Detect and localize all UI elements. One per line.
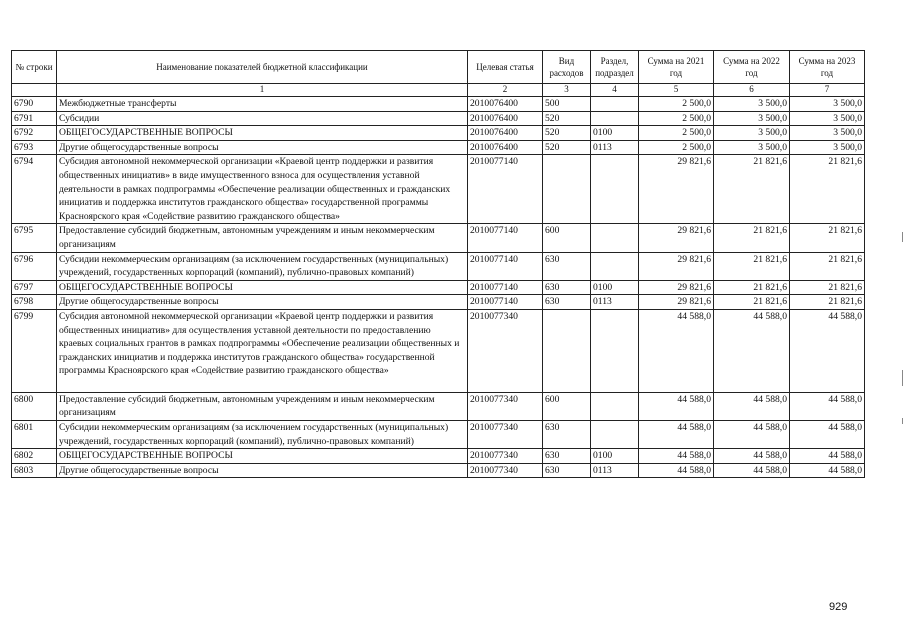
row-sum-2022: 21 821,6 <box>714 295 790 310</box>
row-name: Субсидии <box>57 111 468 126</box>
table-row <box>12 111 865 126</box>
row-number: 6791 <box>12 111 57 126</box>
scan-edge-mark <box>902 370 903 386</box>
row-section: 0100 <box>591 449 639 464</box>
column-number-row <box>12 84 865 97</box>
budget-table <box>11 50 865 478</box>
row-target-article: 2010077140 <box>468 295 543 310</box>
row-expense-type <box>543 155 591 224</box>
row-number: 6792 <box>12 126 57 141</box>
row-sum-2021: 29 821,6 <box>639 155 714 224</box>
row-name: Предоставление субсидий бюджетным, автономным учреждениям и иным некоммерческим организациям <box>57 392 468 420</box>
scan-edge-mark <box>902 232 903 242</box>
row-sum-2021: 44 588,0 <box>639 449 714 464</box>
row-expense-type: 630 <box>543 252 591 280</box>
row-expense-type: 600 <box>543 392 591 420</box>
row-target-article: 2010076400 <box>468 111 543 126</box>
table-row <box>12 155 865 224</box>
row-number: 6790 <box>12 97 57 112</box>
row-sum-2023: 21 821,6 <box>790 280 865 295</box>
row-sum-2023: 3 500,0 <box>790 111 865 126</box>
column-number: 6 <box>714 84 790 97</box>
row-sum-2022: 3 500,0 <box>714 140 790 155</box>
table-row <box>12 224 865 252</box>
row-target-article: 2010076400 <box>468 126 543 141</box>
row-section: 0113 <box>591 463 639 478</box>
row-sum-2022: 21 821,6 <box>714 280 790 295</box>
table-row <box>12 295 865 310</box>
row-target-article: 2010077140 <box>468 252 543 280</box>
row-sum-2021: 44 588,0 <box>639 421 714 449</box>
row-sum-2021: 29 821,6 <box>639 224 714 252</box>
row-expense-type: 500 <box>543 97 591 112</box>
table-row <box>12 463 865 478</box>
row-target-article: 2010076400 <box>468 97 543 112</box>
table-row <box>12 252 865 280</box>
column-number: 5 <box>639 84 714 97</box>
row-section <box>591 111 639 126</box>
row-number: 6794 <box>12 155 57 224</box>
row-expense-type: 520 <box>543 111 591 126</box>
row-target-article: 2010076400 <box>468 140 543 155</box>
header-indicator-name: Наименование показателей бюджетной классификации <box>57 51 468 84</box>
row-name: Субсидии некоммерческим организациям (за исключением государственных (муниципальных) учреждений, государственных корпораций (компаний), публично-правовых компаний) <box>57 252 468 280</box>
column-number: 4 <box>591 84 639 97</box>
row-expense-type: 630 <box>543 421 591 449</box>
row-sum-2022: 21 821,6 <box>714 155 790 224</box>
table-row <box>12 309 865 392</box>
row-sum-2022: 44 588,0 <box>714 449 790 464</box>
row-target-article: 2010077340 <box>468 421 543 449</box>
row-section <box>591 224 639 252</box>
row-sum-2021: 2 500,0 <box>639 97 714 112</box>
row-section <box>591 252 639 280</box>
row-sum-2023: 3 500,0 <box>790 126 865 141</box>
table-row <box>12 126 865 141</box>
row-sum-2023: 21 821,6 <box>790 155 865 224</box>
row-name: Другие общегосударственные вопросы <box>57 295 468 310</box>
row-sum-2022: 21 821,6 <box>714 224 790 252</box>
row-expense-type: 630 <box>543 449 591 464</box>
row-target-article: 2010077140 <box>468 155 543 224</box>
row-sum-2021: 44 588,0 <box>639 392 714 420</box>
row-expense-type: 630 <box>543 463 591 478</box>
row-number: 6803 <box>12 463 57 478</box>
header-section: Раздел, подраздел <box>591 51 639 84</box>
row-target-article: 2010077140 <box>468 280 543 295</box>
row-name: ОБЩЕГОСУДАРСТВЕННЫЕ ВОПРОСЫ <box>57 126 468 141</box>
row-sum-2022: 44 588,0 <box>714 309 790 392</box>
row-sum-2023: 44 588,0 <box>790 421 865 449</box>
row-sum-2023: 44 588,0 <box>790 392 865 420</box>
row-expense-type: 630 <box>543 295 591 310</box>
row-sum-2021: 29 821,6 <box>639 252 714 280</box>
row-target-article: 2010077340 <box>468 463 543 478</box>
table-row <box>12 280 865 295</box>
header-sum-2023: Сумма на 2023 год <box>790 51 865 84</box>
table-row <box>12 421 865 449</box>
row-sum-2021: 44 588,0 <box>639 309 714 392</box>
row-name: Субсидия автономной некоммерческой организации «Краевой центр поддержки и развития общественных инициатив» для осуществления уставной деятельности по предоставлению краевых социальных грантов в рамках подпрограммы «Обеспечение реализации общественных и гражданских инициатив и поддержка институтов гражданского общества» государственной программы Красноярского края «Содействие развитию гражданского общества» <box>57 309 468 392</box>
row-sum-2022: 3 500,0 <box>714 111 790 126</box>
row-sum-2022: 3 500,0 <box>714 97 790 112</box>
row-sum-2021: 44 588,0 <box>639 463 714 478</box>
row-target-article: 2010077340 <box>468 309 543 392</box>
row-target-article: 2010077140 <box>468 224 543 252</box>
column-number: 2 <box>468 84 543 97</box>
column-number: 7 <box>790 84 865 97</box>
page-number: 929 <box>829 601 848 613</box>
row-expense-type: 600 <box>543 224 591 252</box>
row-sum-2021: 2 500,0 <box>639 111 714 126</box>
row-name: Субсидия автономной некоммерческой организации «Краевой центр поддержки и развития общественных инициатив» в виде имущественного взноса для осуществления уставной деятельности в рамках подпрограммы «Обеспечение реализации общественных и гражданских инициатив и поддержка институтов гражданского общества» государственной программы Красноярского края «Содействие развитию гражданского общества» <box>57 155 468 224</box>
row-number: 6802 <box>12 449 57 464</box>
row-name: Субсидии некоммерческим организациям (за исключением государственных (муниципальных) учреждений, государственных корпораций (компаний), публично-правовых компаний) <box>57 421 468 449</box>
row-section <box>591 392 639 420</box>
header-sum-2021: Сумма на 2021 год <box>639 51 714 84</box>
table-row <box>12 140 865 155</box>
row-sum-2023: 3 500,0 <box>790 97 865 112</box>
row-section: 0100 <box>591 126 639 141</box>
column-number <box>12 84 57 97</box>
row-name: Другие общегосударственные вопросы <box>57 463 468 478</box>
row-expense-type: 520 <box>543 126 591 141</box>
scan-edge-mark <box>902 418 903 424</box>
row-section <box>591 309 639 392</box>
row-sum-2022: 44 588,0 <box>714 392 790 420</box>
row-name: Другие общегосударственные вопросы <box>57 140 468 155</box>
row-sum-2022: 44 588,0 <box>714 421 790 449</box>
row-sum-2023: 21 821,6 <box>790 252 865 280</box>
row-section: 0113 <box>591 140 639 155</box>
row-sum-2023: 44 588,0 <box>790 449 865 464</box>
header-row-number: № строки <box>12 51 57 84</box>
row-number: 6796 <box>12 252 57 280</box>
row-number: 6799 <box>12 309 57 392</box>
row-number: 6800 <box>12 392 57 420</box>
row-sum-2022: 44 588,0 <box>714 463 790 478</box>
row-number: 6793 <box>12 140 57 155</box>
row-expense-type: 520 <box>543 140 591 155</box>
row-number: 6801 <box>12 421 57 449</box>
row-expense-type: 630 <box>543 280 591 295</box>
column-number: 1 <box>57 84 468 97</box>
row-section <box>591 97 639 112</box>
table-row <box>12 392 865 420</box>
row-target-article: 2010077340 <box>468 392 543 420</box>
row-section <box>591 155 639 224</box>
table-row <box>12 449 865 464</box>
row-sum-2021: 2 500,0 <box>639 140 714 155</box>
row-name: ОБЩЕГОСУДАРСТВЕННЫЕ ВОПРОСЫ <box>57 449 468 464</box>
row-sum-2022: 21 821,6 <box>714 252 790 280</box>
header-target-article: Целевая статья <box>468 51 543 84</box>
header-sum-2022: Сумма на 2022 год <box>714 51 790 84</box>
row-section: 0100 <box>591 280 639 295</box>
row-sum-2023: 3 500,0 <box>790 140 865 155</box>
row-target-article: 2010077340 <box>468 449 543 464</box>
row-sum-2022: 3 500,0 <box>714 126 790 141</box>
table-row <box>12 97 865 112</box>
row-sum-2021: 29 821,6 <box>639 295 714 310</box>
header-expense-type: Вид расходов <box>543 51 591 84</box>
row-number: 6795 <box>12 224 57 252</box>
row-number: 6798 <box>12 295 57 310</box>
column-number: 3 <box>543 84 591 97</box>
row-expense-type <box>543 309 591 392</box>
row-name: Межбюджетные трансферты <box>57 97 468 112</box>
row-name: ОБЩЕГОСУДАРСТВЕННЫЕ ВОПРОСЫ <box>57 280 468 295</box>
row-section: 0113 <box>591 295 639 310</box>
row-sum-2023: 21 821,6 <box>790 224 865 252</box>
row-sum-2023: 44 588,0 <box>790 463 865 478</box>
row-sum-2023: 44 588,0 <box>790 309 865 392</box>
row-sum-2023: 21 821,6 <box>790 295 865 310</box>
row-sum-2021: 29 821,6 <box>639 280 714 295</box>
row-name: Предоставление субсидий бюджетным, автономным учреждениям и иным некоммерческим организациям <box>57 224 468 252</box>
row-number: 6797 <box>12 280 57 295</box>
row-section <box>591 421 639 449</box>
table-header-row <box>12 51 865 84</box>
row-sum-2021: 2 500,0 <box>639 126 714 141</box>
